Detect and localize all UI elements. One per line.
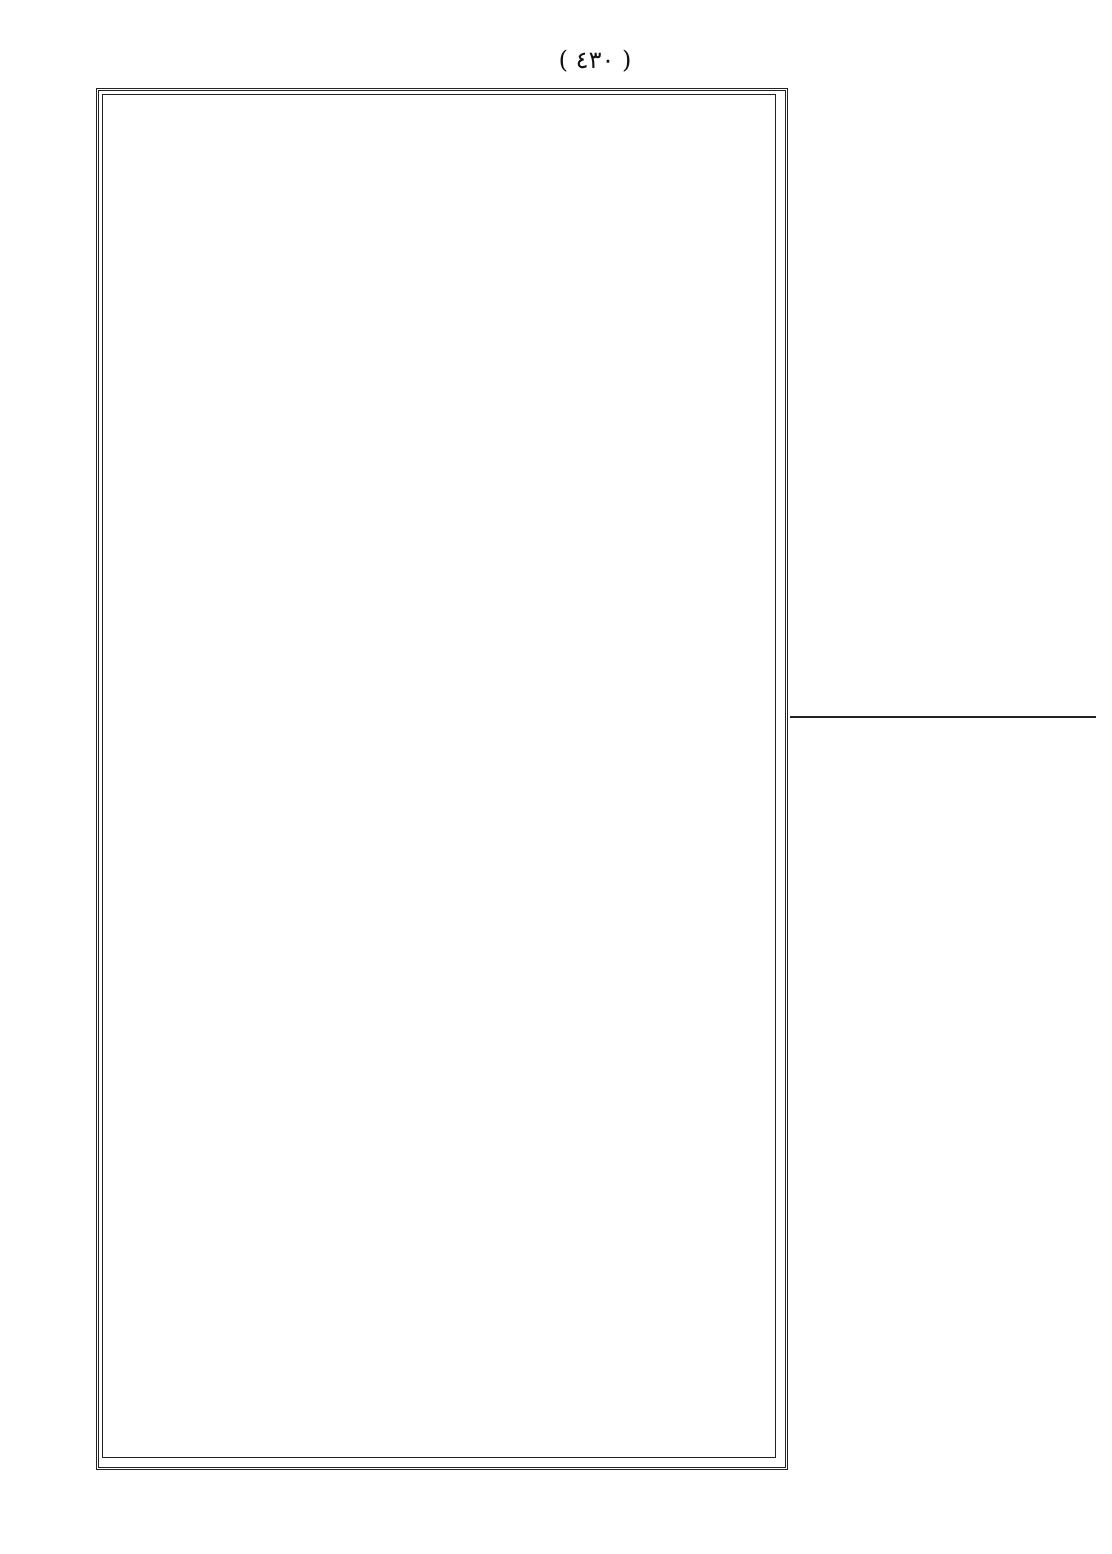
margin-hadith-text: [790, 88, 1096, 718]
page-footer: [120, 1478, 1090, 1518]
margin-commentary-text: [790, 718, 1096, 726]
main-commentary-column: [102, 94, 776, 1458]
page-header: [100, 40, 1090, 80]
page-number: ( ٤٣٠ ): [558, 46, 632, 74]
margin-column: [790, 88, 1096, 1464]
